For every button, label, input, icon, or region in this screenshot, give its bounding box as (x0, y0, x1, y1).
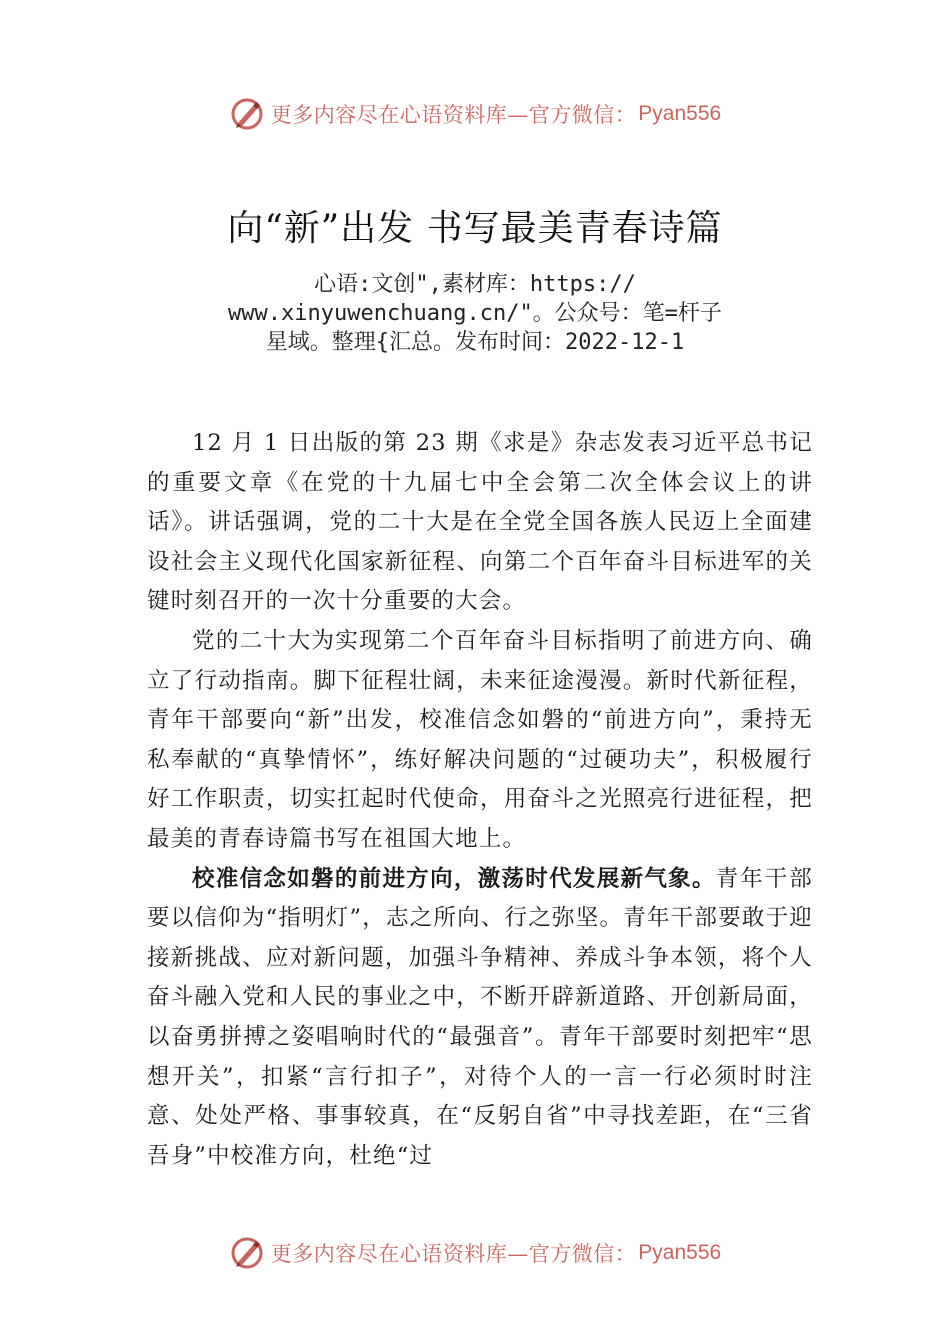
meta-line: www.xinyuwenchuang.cn/"。公众号：笔=杆子 (228, 301, 722, 326)
document-meta (0, 270, 950, 357)
paragraph (147, 424, 813, 622)
header-watermark-banner (0, 94, 950, 134)
meta-line: 星域。整理{汇总。发布时间：2022-12-1 (265, 330, 685, 355)
pen-logo-icon (229, 1235, 265, 1271)
banner-wechat-id: Pyan556 (638, 102, 722, 125)
paragraph-text: 青年干部要以信仰为“指明灯”，志之所向、行之弥坚。青年干部要敢于迎接新挑战、应对新问题，加强斗争精神、养成斗争本领，将个人奋斗融入党和人民的事业之中，不断开辟新道路、开创新局面，以奋勇拼搏之姿唱响时代的“最强音”。青年干部要时刻把牢“思想开关”，扣紧“言行扣子”，对待个人的一言一行必须时时注意、处处严格、事事较真，在“反躬自省”中寻找差距，在“三省吾身”中校准方向，杜绝“过 (147, 865, 813, 1169)
banner-wechat-id: Pyan556 (638, 1241, 722, 1264)
paragraph (147, 622, 813, 860)
paragraph (147, 860, 813, 1177)
footer-watermark-banner (0, 1233, 950, 1273)
pen-logo-icon (229, 96, 265, 132)
paragraph-text: 12 月 1 日出版的第 23 期《求是》杂志发表习近平总书记的重要文章《在党的十九届七中全会第二次全体会议上的讲话》。讲话强调，党的二十大是在全党全国各族人民迈上全面建设社会主义现代化国家新征程、向第二个百年奋斗目标进军的关键时刻召开的一次十分重要的大会。 (147, 430, 813, 615)
document-body (147, 424, 813, 1176)
paragraph-text: 党的二十大为实现第二个百年奋斗目标指明了前进方向、确立了行动指南。脚下征程壮阔，未来征途漫漫。新时代新征程，青年干部要向“新”出发，校准信念如磐的“前进方向”，秉持无私奉献的“真挚情怀”，练好解决问题的“过硬功夫”，积极履行好工作职责，切实扛起时代使命，用奋斗之光照亮行进征程，把最美的青春诗篇书写在祖国大地上。 (147, 627, 813, 852)
paragraph-lead-heading: 校准信念如磐的前进方向，激荡时代发展新气象。 (192, 865, 716, 892)
banner-text: 更多内容尽在心语资料库—官方微信： (270, 103, 637, 127)
meta-line: 心语:文创",素材库：https:// (314, 272, 636, 297)
banner-text: 更多内容尽在心语资料库—官方微信： (270, 1242, 637, 1266)
document-title: 向“新”出发 书写最美青春诗篇 (227, 208, 723, 249)
